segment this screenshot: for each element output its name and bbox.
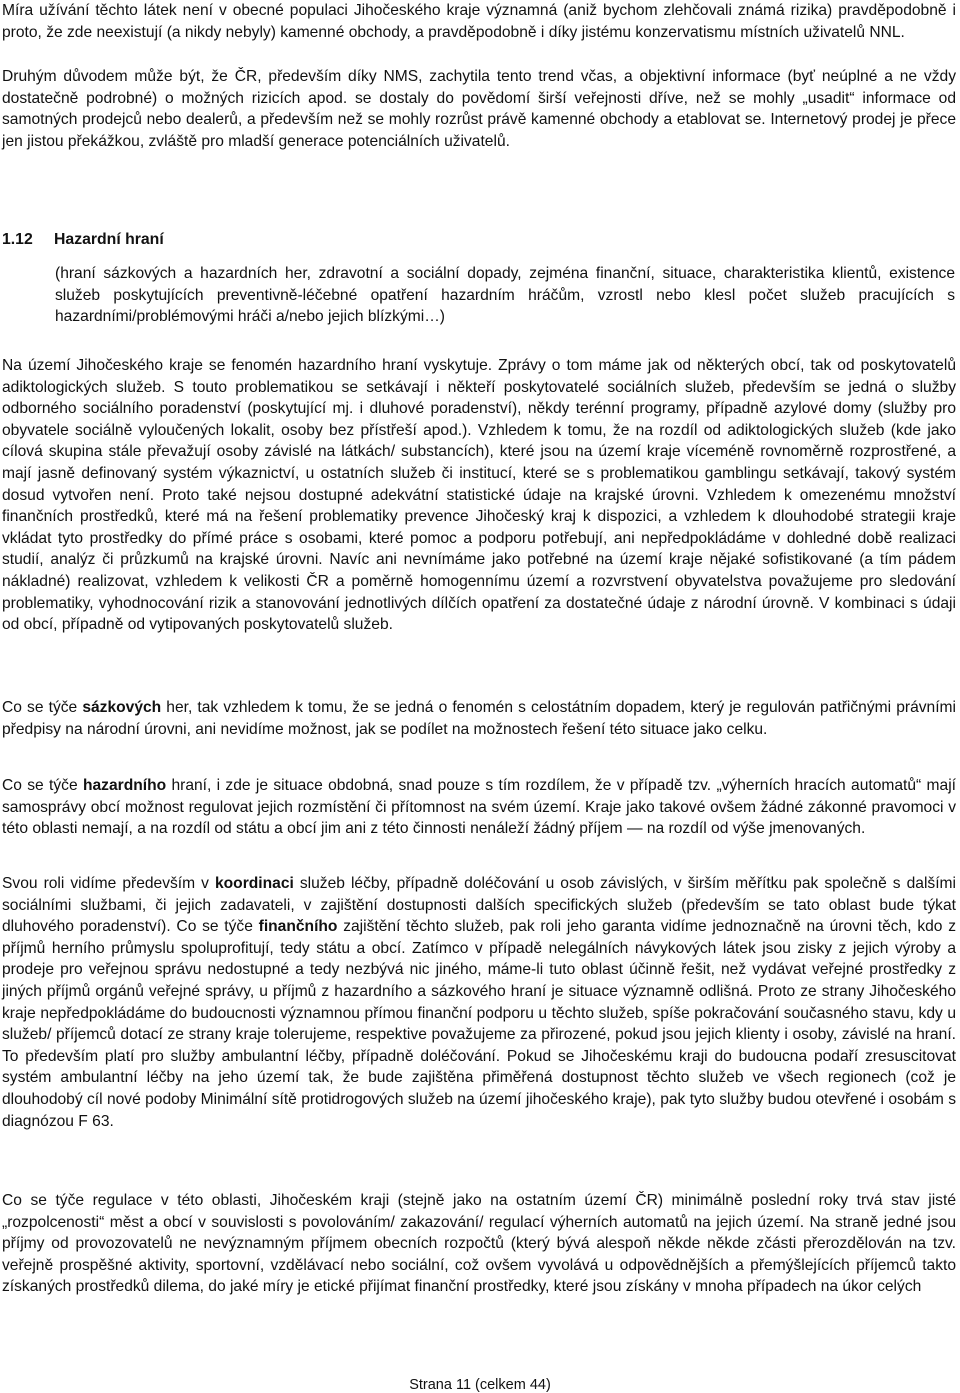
paragraph-second-reason (2, 66, 956, 152)
paragraph-coordination-mid: služeb léčby, případně doléčování u osob závislých, v širším měřítku pak společně s dalšími sociálními službami, či jejich zadavateli, v zajištění dostupnosti dalších specifických služeb (především se tato oblast bude týkat dluhového poradenství). Co se týče (2, 875, 956, 936)
paragraph-occurrence-text: Na území Jihočeského kraje se fenomén hazardního hraní vyskytuje. Zprávy o tom máme jak od některých obcí, tak od poskytovatelů adiktologických služeb. S touto problematikou se setkávají i někteří poskytovatelé sociálních služeb, především se jedná o služby odborného sociálního poradenství (poskytující mj. i dluhové poradenství), někdy terénní programy, případně azylové domy (služby pro obyvatele sociálně vyloučených lokalit, osoby bez přístřeší apod.). Vzhledem k tomu, že na rozdíl od adiktologických služeb (kde jako cílová skupina stále převažují osoby závislé na látkách/ substancích), které jsou na území kraje víceméně rovnoměrně rozprostřené, a mají jasně definovaný systém výkaznictví, u ostatních služeb či institucí, které se s problematikou gamblingu setkávají, takový systém dosud vytvořen není. Proto také nejsou dostupné adekvátní statistické údaje na krajské úrovni. Vzhledem k omezenému množství finančních prostředků, které má na řešení problematiky prevence Jihočeský kraj k dispozici, a vzhledem k dlouhodobé strategii kraje vkládat tyto prostředky do přímé práce s osobami, které pomoc a podporu potřebují, ani nepředpokládáme v dohledné době realizaci studií, analýz či průzkumů na krajské úrovni. Navíc ani nevnímáme jako potřebné na území kraje nějaké sofistikované (a tím pádem nákladné) realizovat, vzhledem k velikosti ČR a poměrně homogennímu území a rozvrstvení obyvatelstva považujeme pro sledování problematiky, vyhodnocování rizik a stanovování jednotlivých dílčích opatření za dostatečné údaje z národní úrovně. V kombinaci s údaji od obcí, případně od vytipovaných poskytovatelů služeb. (2, 357, 956, 634)
paragraph-betting-post: her, tak vzhledem k tomu, že se jedná o fenomén s celostátním dopadem, který je regulován patřičnými právními předpisy na národní úrovni, ani nevidíme možnost, jak se podílet na možnostech řešení této situace jako celku. (2, 699, 957, 738)
paragraph-coordination-bold-1: koordinaci (214, 875, 294, 892)
paragraph-second-reason-text: Druhým důvodem může být, že ČR, především díky NMS, zachytila tento trend včas, a objektivní informace (byť neúplné a ne vždy dostatečně podrobné) o možných rizicích apod. se dostaly do povědomí širší veřejnosti dříve, než se mohly „usadit“ informace od samotných prodejců nebo dealerů, a především než se mohly rozrůst právě kamenné obchody a etablovat se. Internetový prodej je přece jen jistou překážkou, zvláště pro mladší generace potenciálních uživatelů. (2, 68, 956, 150)
paragraph-intro-text: Míra užívání těchto látek není v obecné populaci Jihočeského kraje významná (aniž bychom zlehčovali známá rizika) pravděpodobně i proto, že zde neexistují (a nikdy nebyly) kamenné obchody, a pravděpodobně i díky jistému konzervatismu místních uživatelů NNL. (2, 2, 956, 41)
paragraph-gambling-post: hraní, i zde je situace obdobná, snad pouze s tím rozdílem, že v případě tzv. „výherních hracích automatů“ mají samosprávy obcí možnost regulovat jejich rozmístění či přítomnost na svém území. Kraje jako takové ovšem žádné zákonné pravomoci v této oblasti nemají, a na rozdíl od státu a obcí jim ani z této činnosti nenáleží žádný příjem — na rozdíl od výše jmenovaných. (2, 777, 957, 838)
paragraph-betting (2, 697, 956, 740)
paragraph-regulation (2, 1190, 956, 1298)
section-number: 1.12 (2, 231, 33, 248)
paragraph-coordination-post: zajištění těchto služeb, pak roli jeho garanta vidíme jednoznačně na úrovni těch, kdo z příjmů herního průmyslu spoluprofitují, tedy státu a obcí. Zatímco v případě nelegálních návykových látek jsou zisky z jejich výroby a prodeje pro veřejnou správu nedostupné a tedy nezbývá nic jiného, máme-li tuto oblast účinně řešit, než vydávat veřejné prostředky z jiných příjmů orgánů veřejné správy, u příjmů z hazardního a sázkového hraní je situace významně odlišná. Proto ze strany Jihočeského kraje nepředpokládáme do budoucnosti významnou přímou finanční podporu u těchto služeb, spíše pokračování současného stavu, kdy u služeb/ příjemců dotací ze strany kraje tolerujeme, respektive považujeme za přirozené, pokud jsou jejich klienty i osoby, závislé na hraní. To především platí pro služby ambulantní léčby, případně doléčování. Pokud se Jihočeskému kraji do budoucna podaří zresuscitovat systém ambulantní léčby na jeho území tak, že bude zajištěna přiměřená dostupnost těchto služeb ve všech regionech (což je dlouhodobý cíl nové podoby Minimální sítě protidrogových služeb na území jihočeského kraje), pak tyto služby budou otevřené i osobám s diagnózou F 63. (2, 918, 956, 1130)
paragraph-coordination (2, 873, 956, 1132)
paragraph-gambling-pre: Co se týče (2, 777, 83, 794)
paragraph-coordination-pre: Svou roli vidíme především v (2, 875, 215, 892)
paragraph-occurrence (2, 355, 956, 636)
section-scope-text: (hraní sázkových a hazardních her, zdravotní a sociální dopady, zejména finanční, situace, charakteristika klientů, existence služeb poskytujících preventivně-léčebné opatření hazardním hráčům, vzrostl nebo klesl počet služeb pracujících s hazardními/problémovými hráči a/nebo jejich blízkými…) (55, 265, 955, 326)
paragraph-betting-pre: Co se týče (2, 699, 83, 716)
page-footer (0, 1377, 960, 1393)
paragraph-betting-bold: sázkových (82, 699, 162, 716)
paragraph-coordination-bold-2: finančního (258, 918, 338, 936)
section-heading (2, 229, 164, 251)
section-title: Hazardní hraní (54, 231, 164, 248)
section-scope-note (55, 263, 955, 328)
paragraph-gambling (2, 775, 956, 840)
paragraph-regulation-text: Co se týče regulace v této oblasti, Jihočeském kraji (stejně jako na ostatním území ČR) minimálně poslední roky trvá stav jisté „rozpolcenosti“ měst a obcí v souvislosti s povolováním/ zakazování/ regulací výherních automatů na jejich území. Na straně jedné jsou příjmy od provozovatelů ne nevýznamným příjmem obecních rozpočtů (který bývá alespoň někde někde zčásti přerozdělován na tzv. veřejně prospěšné aktivity, sportovní, vzdělávací nebo sociální, což ovšem vyvolává u odpovědnějších a přemýšlejících příjemců takto získaných prostředků dilema, do jaké míry je etické přijímat finanční prostředky, které jsou získány v mnoha případech na úkor celých (2, 1192, 956, 1296)
page-number: Strana 11 (celkem 44) (409, 1377, 551, 1393)
paragraph-gambling-bold: hazardního (82, 777, 167, 794)
paragraph-intro (2, 0, 956, 43)
